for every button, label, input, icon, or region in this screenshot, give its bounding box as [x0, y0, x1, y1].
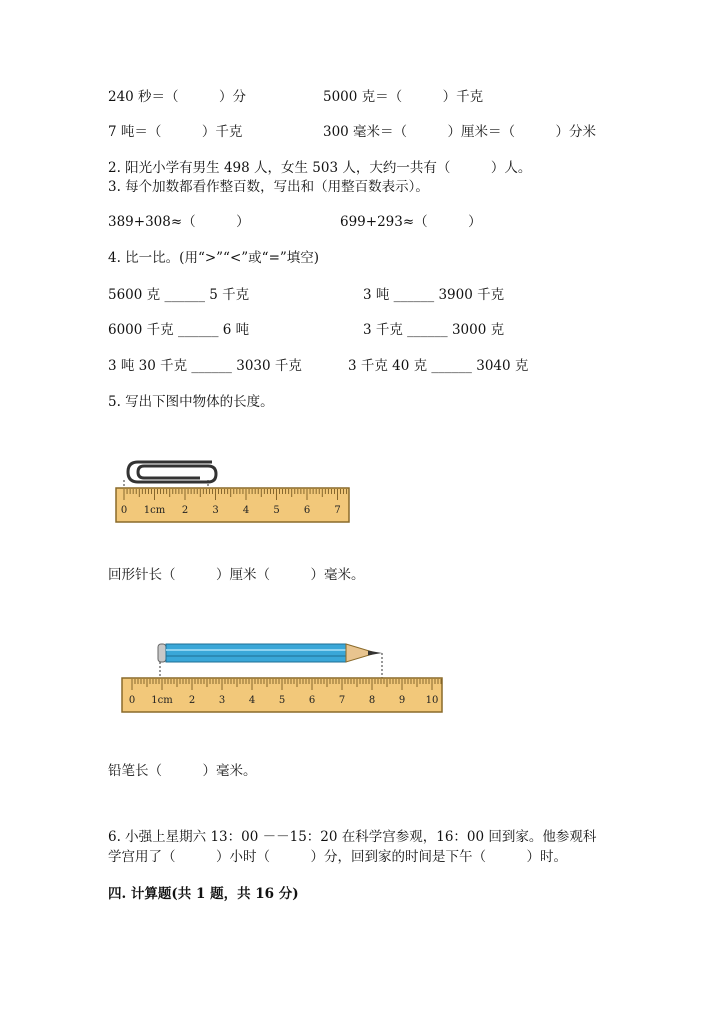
pencil-ruler-figure — [118, 638, 448, 718]
q1-row2-left: 7 吨＝（ ）千克 — [108, 124, 243, 140]
q4-row2-right: 3 千克 ______ 3000 克 — [363, 322, 505, 338]
ruler-label: 5 — [278, 695, 286, 706]
ruler-label: 4 — [242, 505, 250, 516]
ruler-label: 8 — [368, 695, 376, 706]
ruler-label: 7 — [338, 695, 346, 706]
q1-row1-right: 5000 克＝（ ）千克 — [323, 89, 484, 105]
ruler-label: 7 — [334, 505, 341, 516]
ruler-label: 4 — [248, 695, 256, 706]
paperclip-ruler-figure — [110, 444, 355, 526]
clip-answer: 回形针长（ ）厘米（ ）毫米。 — [108, 567, 365, 583]
q1-row2-right: 300 毫米＝（ ）厘米＝（ ）分米 — [323, 124, 597, 140]
ruler-label: 6 — [303, 505, 311, 516]
q4-row3-right: 3 千克 40 克 ______ 3040 克 — [348, 358, 529, 374]
q4-title: 4. 比一比。(用“>”“<”或“=”填空) — [108, 250, 320, 266]
ruler-label: 0 — [128, 695, 136, 706]
ruler-label: 1cm — [151, 695, 173, 706]
q3-title: 3. 每个加数都看作整百数，写出和（用整百数表示）。 — [108, 179, 429, 195]
q3-right: 699+293≈（ ） — [340, 214, 482, 230]
pencil-icon — [158, 644, 382, 662]
ruler-label: 9 — [398, 695, 406, 706]
ruler-label: 2 — [188, 695, 196, 706]
ruler-label: 0 — [120, 505, 128, 516]
q4-row1-right: 3 吨 ______ 3900 千克 — [363, 287, 505, 303]
paperclip-icon — [128, 462, 216, 482]
ruler-label: 6 — [308, 695, 316, 706]
q2-text: 2. 阳光小学有男生 498 人，女生 503 人，大约一共有（ ）人。 — [108, 160, 532, 176]
q1-row1-left: 240 秒＝（ ）分 — [108, 89, 247, 105]
q5-title: 5. 写出下图中物体的长度。 — [108, 394, 274, 410]
ruler-label: 2 — [181, 505, 189, 516]
q6-line1: 6. 小强上星期六 13：00 －－15：20 在科学宫参观，16：00 回到家。他参观科 — [108, 829, 597, 845]
q4-row2-left: 6000 千克 ______ 6 吨 — [108, 322, 250, 338]
q3-left: 389+308≈（ ） — [108, 214, 250, 230]
section-4-title: 四. 计算题(共 1 题，共 16 分) — [108, 886, 299, 902]
q4-row1-left: 5600 克 ______ 5 千克 — [108, 287, 250, 303]
ruler-label: 10 — [425, 695, 439, 706]
ruler-label: 3 — [212, 505, 219, 516]
q6-line2: 学宫用了（ ）小时（ ）分，回到家的时间是下午（ ）时。 — [108, 849, 567, 865]
ruler-label: 3 — [218, 695, 226, 706]
q4-row3-left: 3 吨 30 千克 ______ 3030 千克 — [108, 358, 302, 374]
ruler-label: 5 — [273, 505, 280, 516]
ruler-label: 1cm — [143, 505, 166, 516]
pencil-answer: 铅笔长（ ）毫米。 — [108, 763, 257, 779]
